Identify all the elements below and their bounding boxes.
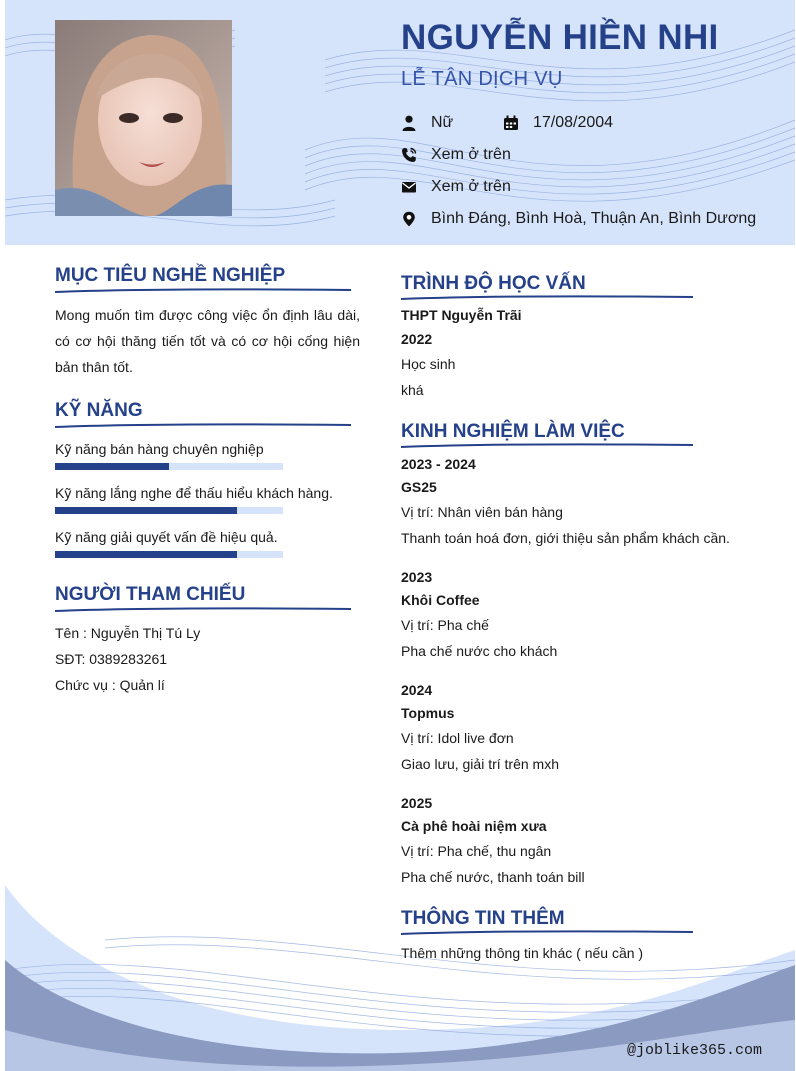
user-icon <box>401 115 417 131</box>
objective-text: Mong muốn tìm được công việc ổn định lâu dài, có cơ hội thăng tiến tốt và có cơ hội cống hiện bản thân tốt. <box>55 307 360 375</box>
education-heading: TRÌNH ĐỘ HỌC VẤN <box>401 273 586 294</box>
additional-underline <box>401 930 693 936</box>
address-value: Bình Đáng, Bình Hoà, Thuận An, Bình Dương <box>431 210 757 227</box>
skill-bar <box>55 507 283 514</box>
email-value: Xem ở trên <box>431 178 511 195</box>
skill-label: Kỹ năng lắng nghe để thấu hiểu khách hàng. <box>55 485 333 501</box>
experience-position: Vị trí: Idol live đơn <box>401 730 514 746</box>
gender-value: Nữ <box>431 114 454 131</box>
experience-position: Vị trí: Pha chế <box>401 617 489 633</box>
skill-label: Kỹ năng giải quyết vấn đề hiệu quả. <box>55 529 278 545</box>
skill-label: Kỹ năng bán hàng chuyên nghiệp <box>55 441 264 457</box>
experience-company: Cà phê hoài niệm xưa <box>401 818 547 834</box>
skills-underline <box>55 423 351 429</box>
education-school: THPT Nguyễn Trãi <box>401 307 522 323</box>
additional-heading: THÔNG TIN THÊM <box>401 908 565 929</box>
cv-page <box>5 0 795 1071</box>
experience-underline <box>401 443 693 449</box>
reference-name: Tên : Nguyễn Thị Tú Ly <box>55 625 201 641</box>
experience-position: Vị trí: Nhân viên bán hàng <box>401 504 563 520</box>
experience-description: Pha chế nước cho khách <box>401 643 558 659</box>
experience-position: Vị trí: Pha chế, thu ngân <box>401 843 552 859</box>
experience-description: Thanh toán hoá đơn, giới thiệu sản phẩm khách cần. <box>401 530 730 546</box>
skills-heading: KỸ NĂNG <box>55 400 143 421</box>
address-row <box>401 208 756 230</box>
gender-dob-row <box>401 112 613 134</box>
experience-company: GS25 <box>401 479 437 495</box>
dob-value: 17/08/2004 <box>533 114 614 131</box>
calendar-icon <box>503 115 519 131</box>
experience-company: Topmus <box>401 705 455 721</box>
email-row <box>401 176 511 198</box>
skill-bar <box>55 463 283 470</box>
envelope-icon <box>401 179 417 195</box>
experience-period: 2023 <box>401 569 433 585</box>
skill-bar-fill <box>55 463 169 470</box>
watermark: @joblike365.com <box>627 1042 763 1059</box>
education-role: Học sinh <box>401 356 456 372</box>
education-grade: khá <box>401 382 424 398</box>
reference-phone: SĐT: 0389283261 <box>55 651 168 667</box>
experience-description: Pha chế nước, thanh toán bill <box>401 869 585 885</box>
experience-period: 2023 - 2024 <box>401 456 476 472</box>
references-underline <box>55 607 351 613</box>
education-underline <box>401 295 693 301</box>
experience-description: Giao lưu, giải trí trên mxh <box>401 756 559 772</box>
objective-underline <box>55 288 351 294</box>
education-year: 2022 <box>401 331 433 347</box>
candidate-name: NGUYỄN HIỀN NHI <box>401 18 719 57</box>
references-heading: NGƯỜI THAM CHIẾU <box>55 584 246 605</box>
phone-row <box>401 144 511 166</box>
skill-bar <box>55 551 283 558</box>
experience-company: Khôi Coffee <box>401 592 480 608</box>
objective-heading: MỤC TIÊU NGHỀ NGHIỆP <box>55 265 286 286</box>
phone-icon <box>401 147 417 163</box>
additional-text: Thêm những thông tin khác ( nếu cần ) <box>401 945 644 961</box>
header-banner <box>5 0 795 245</box>
phone-value: Xem ở trên <box>431 146 511 163</box>
experience-period: 2024 <box>401 682 433 698</box>
experience-period: 2025 <box>401 795 433 811</box>
skill-bar-fill <box>55 507 237 514</box>
profile-photo <box>55 20 232 216</box>
job-title: LỄ TÂN DỊCH VỤ <box>401 68 563 90</box>
location-pin-icon <box>401 211 417 227</box>
experience-heading: KINH NGHIỆM LÀM VIỆC <box>401 421 625 442</box>
reference-position: Chức vụ : Quản lí <box>55 677 165 693</box>
skill-bar-fill <box>55 551 237 558</box>
